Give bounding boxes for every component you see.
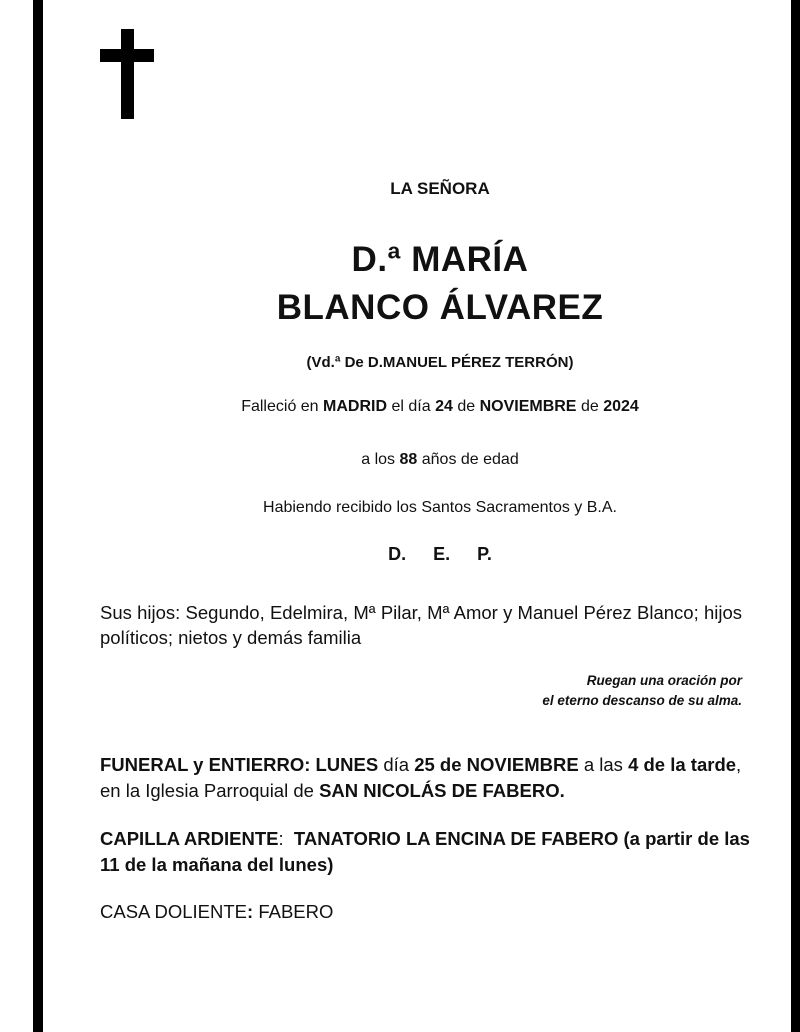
sacraments-line: Habiendo recibido los Santos Sacramentos y B.A. <box>263 499 617 516</box>
title: LA SEÑORA <box>390 179 490 198</box>
family-list: Sus hijos: Segundo, Edelmira, Mª Pilar, Mª Amor y Manuel Pérez Blanco; hijos políticos; nietos y demás familia <box>100 602 742 648</box>
deceased-name-line1: D.ª MARÍA <box>351 240 529 279</box>
right-border <box>791 0 800 1032</box>
chapel-info: CAPILLA ARDIENTE: TANATORIO LA ENCINA DE FABERO (a partir de las 11 de la mañana del lunes) <box>100 828 750 875</box>
left-border <box>33 0 43 1032</box>
age-line: a los 88 años de edad <box>361 451 519 468</box>
death-notice: Falleció en MADRID el día 24 de NOVIEMBRE de 2024 <box>241 398 639 415</box>
dep-initials: D. E. P. <box>388 544 492 564</box>
deceased-name-line2: BLANCO ÁLVAREZ <box>276 288 604 327</box>
latin-cross-icon <box>100 29 154 119</box>
prayer-request: Ruegan una oración por el eterno descanso de su alma. <box>542 673 742 708</box>
funeral-info: FUNERAL y ENTIERRO: LUNES día 25 de NOVIEMBRE a las 4 de la tarde, en la Iglesia Parroquial de SAN NICOLÁS DE FABERO. <box>100 754 742 801</box>
widow-of: (Vd.ª De D.MANUEL PÉREZ TERRÓN) <box>306 354 574 371</box>
home-info: CASA DOLIENTE: FABERO <box>100 901 334 922</box>
